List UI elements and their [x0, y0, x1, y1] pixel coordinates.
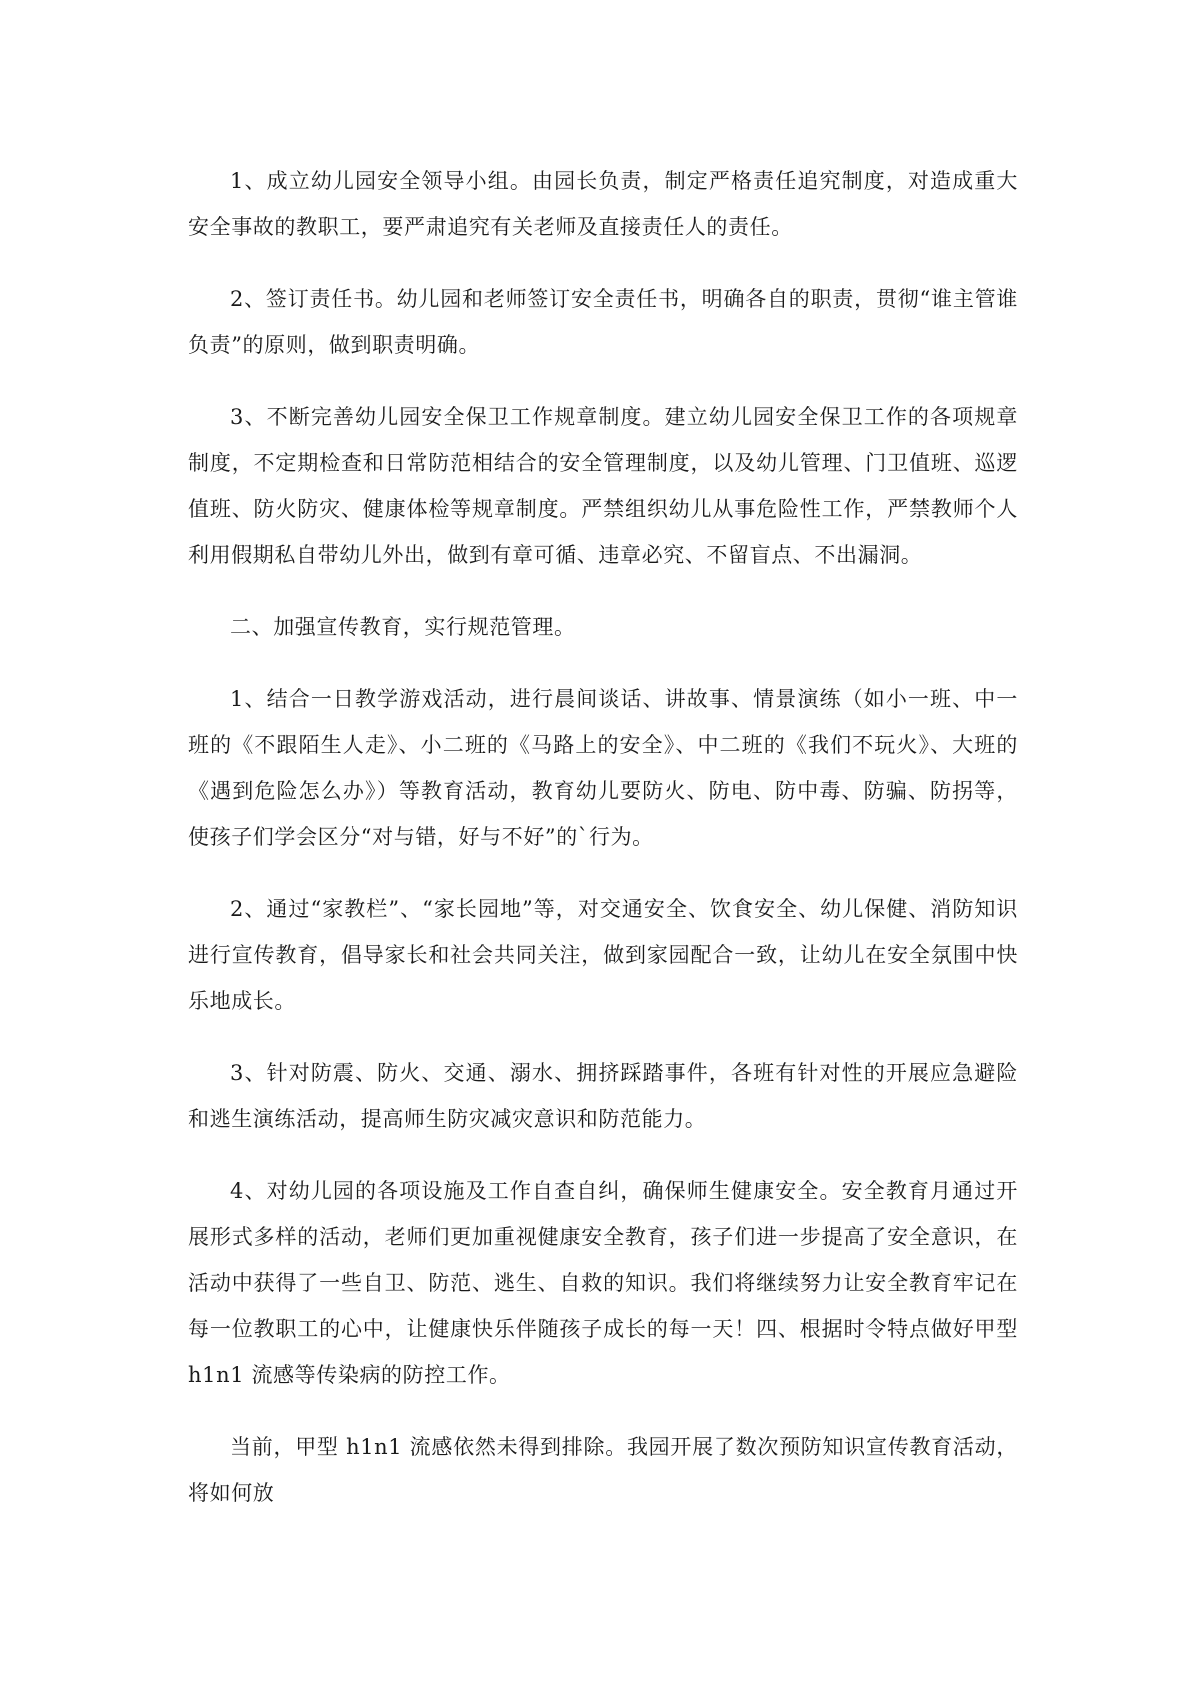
paragraph-1: 1、成立幼儿园安全领导小组。由园长负责，制定严格责任追究制度，对造成重大安全事故的教职工，要严肃追究有关老师及直接责任人的责任。 — [188, 169, 1018, 239]
paragraph-8: 当前，甲型 h1n1 流感依然未得到排除。我园开展了数次预防知识宣传教育活动，将如何放 — [188, 1435, 1018, 1505]
paragraph-4: 1、结合一日教学游戏活动，进行晨间谈话、讲故事、情景演练（如小一班、中一班的《不跟陌生人走》、小二班的《马路上的安全》、中二班的《我们不玩火》、大班的《遇到危险怎么办》）等教育活动，教育幼儿要防火、防电、防中毒、防骗、防拐等，使孩子们学会区分“对与错，好与不好”的`行为。 — [188, 687, 1018, 849]
document-body — [188, 158, 1018, 1542]
paragraph-6: 3、针对防震、防火、交通、溺水、拥挤踩踏事件，各班有针对性的开展应急避险和逃生演练活动，提高师生防灾减灾意识和防范能力。 — [188, 1061, 1018, 1131]
paragraph-3: 3、不断完善幼儿园安全保卫工作规章制度。建立幼儿园安全保卫工作的各项规章制度，不定期检查和日常防范相结合的安全管理制度，以及幼儿管理、门卫值班、巡逻值班、防火防灾、健康体检等规章制度。严禁组织幼儿从事危险性工作，严禁教师个人利用假期私自带幼儿外出，做到有章可循、违章必究、不留盲点、不出漏洞。 — [188, 405, 1018, 567]
paragraph-7: 4、对幼儿园的各项设施及工作自查自纠，确保师生健康安全。安全教育月通过开展形式多样的活动，老师们更加重视健康安全教育，孩子们进一步提高了安全意识，在活动中获得了一些自卫、防范、逃生、自救的知识。我们将继续努力让安全教育牢记在每一位教职工的心中，让健康快乐伴随孩子成长的每一天！四、根据时令特点做好甲型 h1n1 流感等传染病的防控工作。 — [188, 1179, 1018, 1387]
paragraph-2: 2、签订责任书。幼儿园和老师签订安全责任书，明确各自的职责，贯彻“谁主管谁负责”的原则，做到职责明确。 — [188, 287, 1018, 357]
section-heading: 二、加强宣传教育，实行规范管理。 — [230, 615, 576, 639]
paragraph-5: 2、通过“家教栏”、“家长园地”等，对交通安全、饮食安全、幼儿保健、消防知识进行宣传教育，倡导家长和社会共同关注，做到家园配合一致，让幼儿在安全氛围中快乐地成长。 — [188, 897, 1018, 1013]
